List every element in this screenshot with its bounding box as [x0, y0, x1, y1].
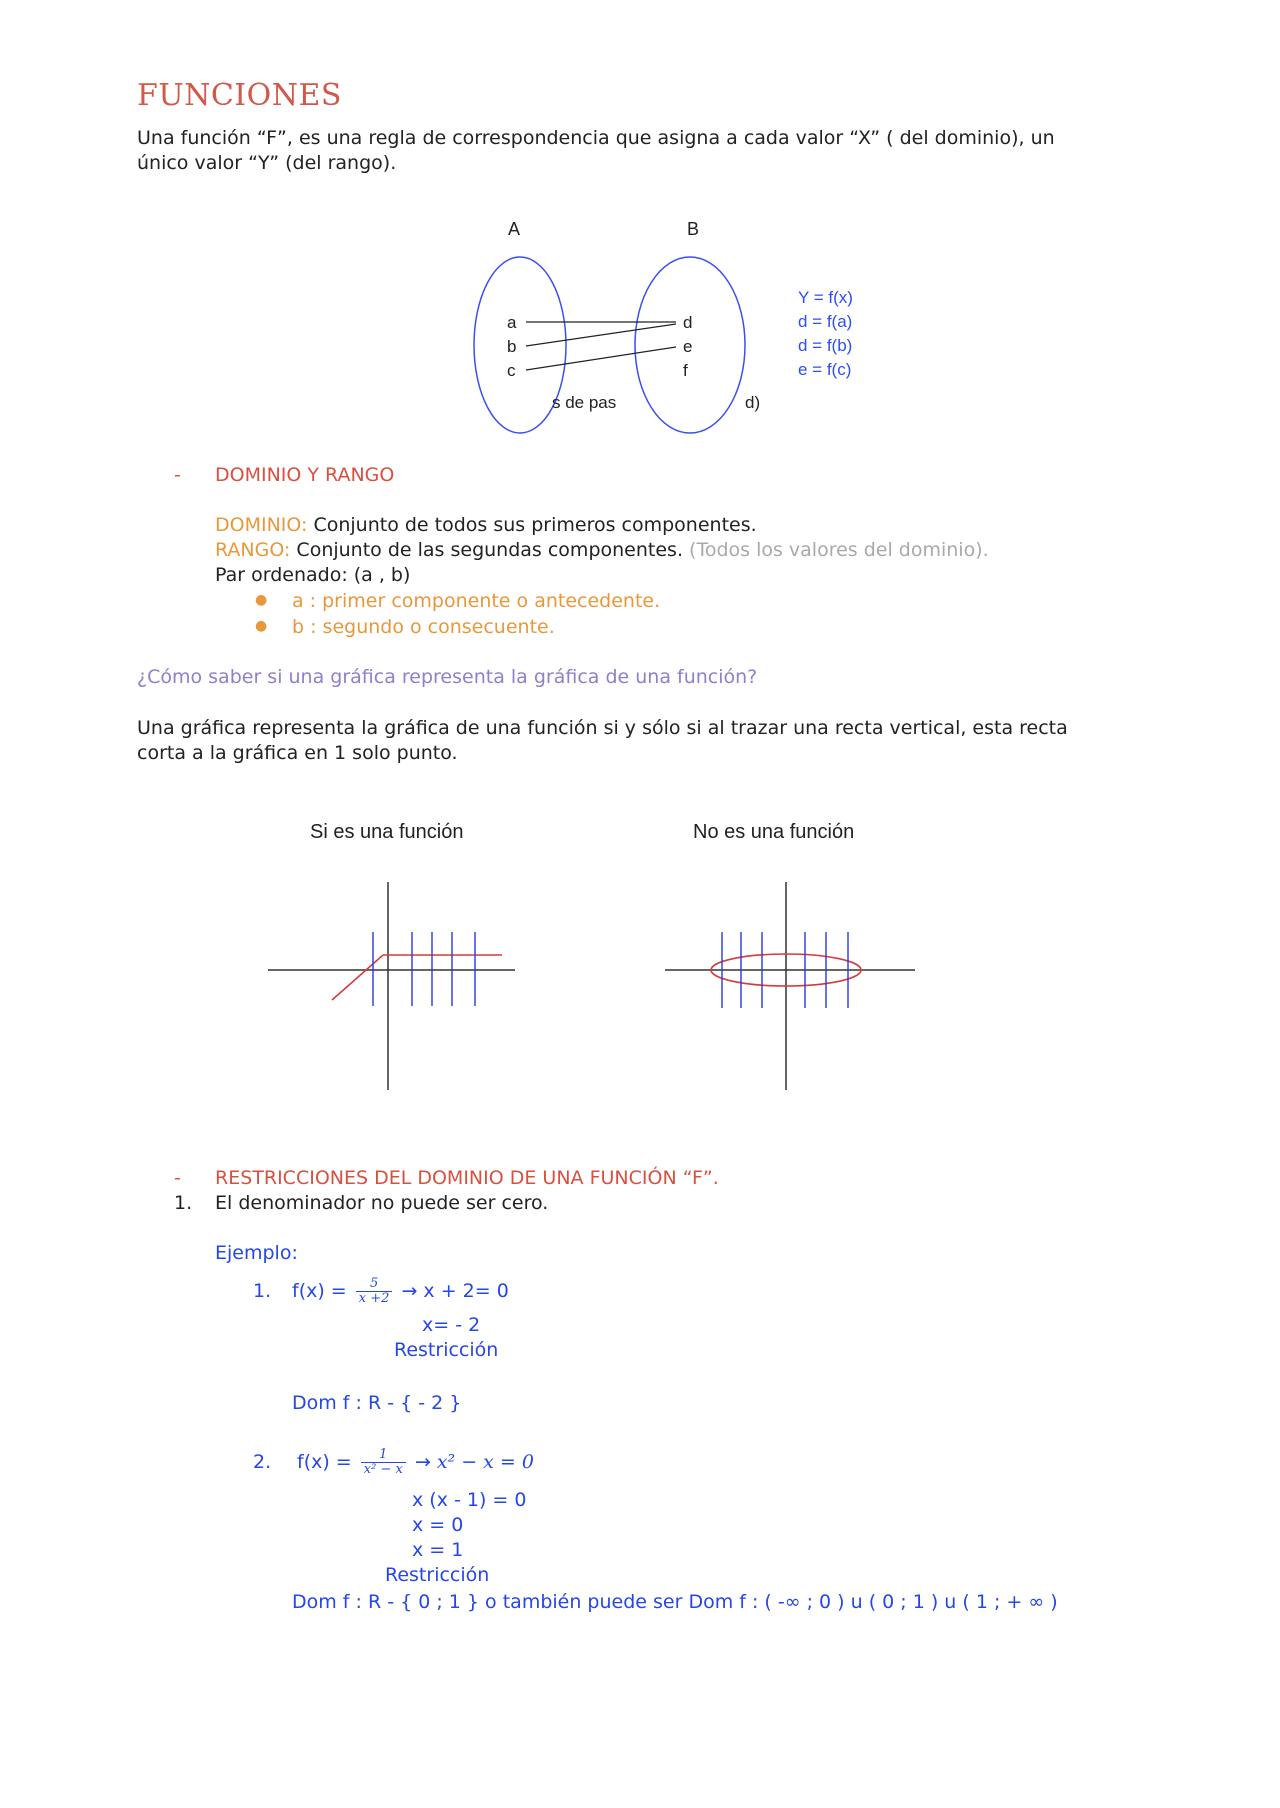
rule-number: 1.	[174, 1192, 193, 1214]
set-a-item: a	[507, 313, 517, 332]
dominio-text: Conjunto de todos sus primeros componentes.	[307, 514, 757, 536]
function-curve-slope	[332, 955, 383, 1000]
fraction-numerator: 5	[356, 1277, 393, 1292]
set-a-item: c	[507, 361, 516, 380]
function-graph-title: Si es una función	[310, 821, 464, 843]
rango-label: RANGO:	[215, 539, 291, 561]
set-a-label: A	[508, 219, 521, 239]
equation: Y = f(x)	[798, 288, 853, 307]
example-1-fx: f(x) =	[292, 1280, 347, 1302]
equation: e = f(c)	[798, 360, 852, 379]
dominio-definition	[215, 513, 757, 538]
dominio-label: DOMINIO:	[215, 514, 308, 536]
intro-line-2: único valor “Y” (del rango).	[137, 152, 397, 174]
example-2-step: x = 1	[412, 1539, 464, 1561]
equation: d = f(a)	[798, 312, 853, 331]
ejemplo-label: Ejemplo:	[215, 1242, 298, 1264]
intro-line-1: Una función “F”, es una regla de correspondencia que asigna a cada valor “X” ( del dominio), un	[137, 127, 1055, 149]
set-a-item: b	[507, 337, 517, 356]
function-graph	[268, 821, 515, 1090]
example-1-function	[292, 1267, 509, 1315]
fraction-numerator: 1	[361, 1448, 406, 1463]
example-2-fx: f(x) =	[297, 1451, 352, 1473]
set-mapping-diagram	[440, 208, 880, 448]
section-heading-restricciones: RESTRICCIONES DEL DOMINIO DE UNA FUNCIÓN “F”.	[215, 1167, 719, 1189]
non-function-graph	[665, 821, 915, 1090]
rango-text: Conjunto de las segundas componentes.	[290, 539, 690, 561]
hidden-text: s de pas	[552, 393, 617, 412]
set-b-item: e	[683, 337, 693, 356]
example-2-function	[297, 1438, 534, 1486]
example-1-rhs: → x + 2= 0	[401, 1280, 509, 1302]
example-1-step: x= - 2	[422, 1314, 481, 1336]
bullet-item: a : primer componente o antecedente.	[292, 590, 661, 612]
example-2-number: 2.	[253, 1451, 272, 1473]
hidden-text-2: d)	[745, 393, 761, 412]
set-b-label: B	[687, 219, 700, 239]
example-2-step: x = 0	[412, 1514, 464, 1536]
bullet-dot: ●	[255, 618, 268, 634]
non-function-graph-title: No es una función	[693, 821, 855, 843]
answer-line-1: Una gráfica representa la gráfica de una función si y sólo si al trazar una recta vertical, esta recta	[137, 717, 1068, 739]
equation: d = f(b)	[798, 336, 853, 355]
example-2-fraction	[361, 1448, 406, 1477]
section-dash: -	[174, 464, 181, 486]
bullet-dot: ●	[255, 592, 268, 608]
rule-text: El denominador no puede ser cero.	[215, 1192, 549, 1214]
par-ordenado: Par ordenado: (a , b)	[215, 564, 411, 586]
example-2-equation: x² − x = 0	[436, 1451, 534, 1473]
rango-definition	[215, 538, 989, 563]
page-title: FUNCIONES	[137, 78, 342, 113]
set-b-item: d	[683, 313, 693, 332]
example-1-domain: Dom f : R - { - 2 }	[292, 1392, 462, 1414]
mapping-arrow-b-d	[526, 324, 676, 346]
example-2-restriction: Restricción	[385, 1564, 490, 1586]
example-2-arrow: →	[414, 1451, 431, 1473]
vertical-line-test-graphs	[260, 810, 920, 1100]
answer-line-2: corta a la gráfica en 1 solo punto.	[137, 742, 458, 764]
section-heading-dominio-rango: DOMINIO Y RANGO	[215, 464, 395, 486]
section-dash: -	[174, 1167, 181, 1189]
bullet-item: b : segundo o consecuente.	[292, 616, 555, 638]
set-b-item: f	[683, 361, 688, 380]
example-1-number: 1.	[253, 1280, 272, 1302]
example-1-restriction: Restricción	[394, 1339, 499, 1361]
rango-note: (Todos los valores del dominio).	[689, 539, 989, 561]
example-2-domain: Dom f : R - { 0 ; 1 } o también puede ser Dom f : ( -∞ ; 0 ) u ( 0 ; 1 ) u ( 1 ; + ∞ )	[292, 1591, 1058, 1613]
mapping-arrow-c-e	[526, 347, 676, 370]
question: ¿Cómo saber si una gráfica representa la gráfica de una función?	[137, 666, 758, 688]
fraction-denominator: x² − x	[363, 1462, 403, 1477]
example-1-fraction	[356, 1277, 393, 1306]
example-2-step: x (x - 1) = 0	[412, 1489, 527, 1511]
fraction-denominator: x +2	[358, 1291, 390, 1306]
